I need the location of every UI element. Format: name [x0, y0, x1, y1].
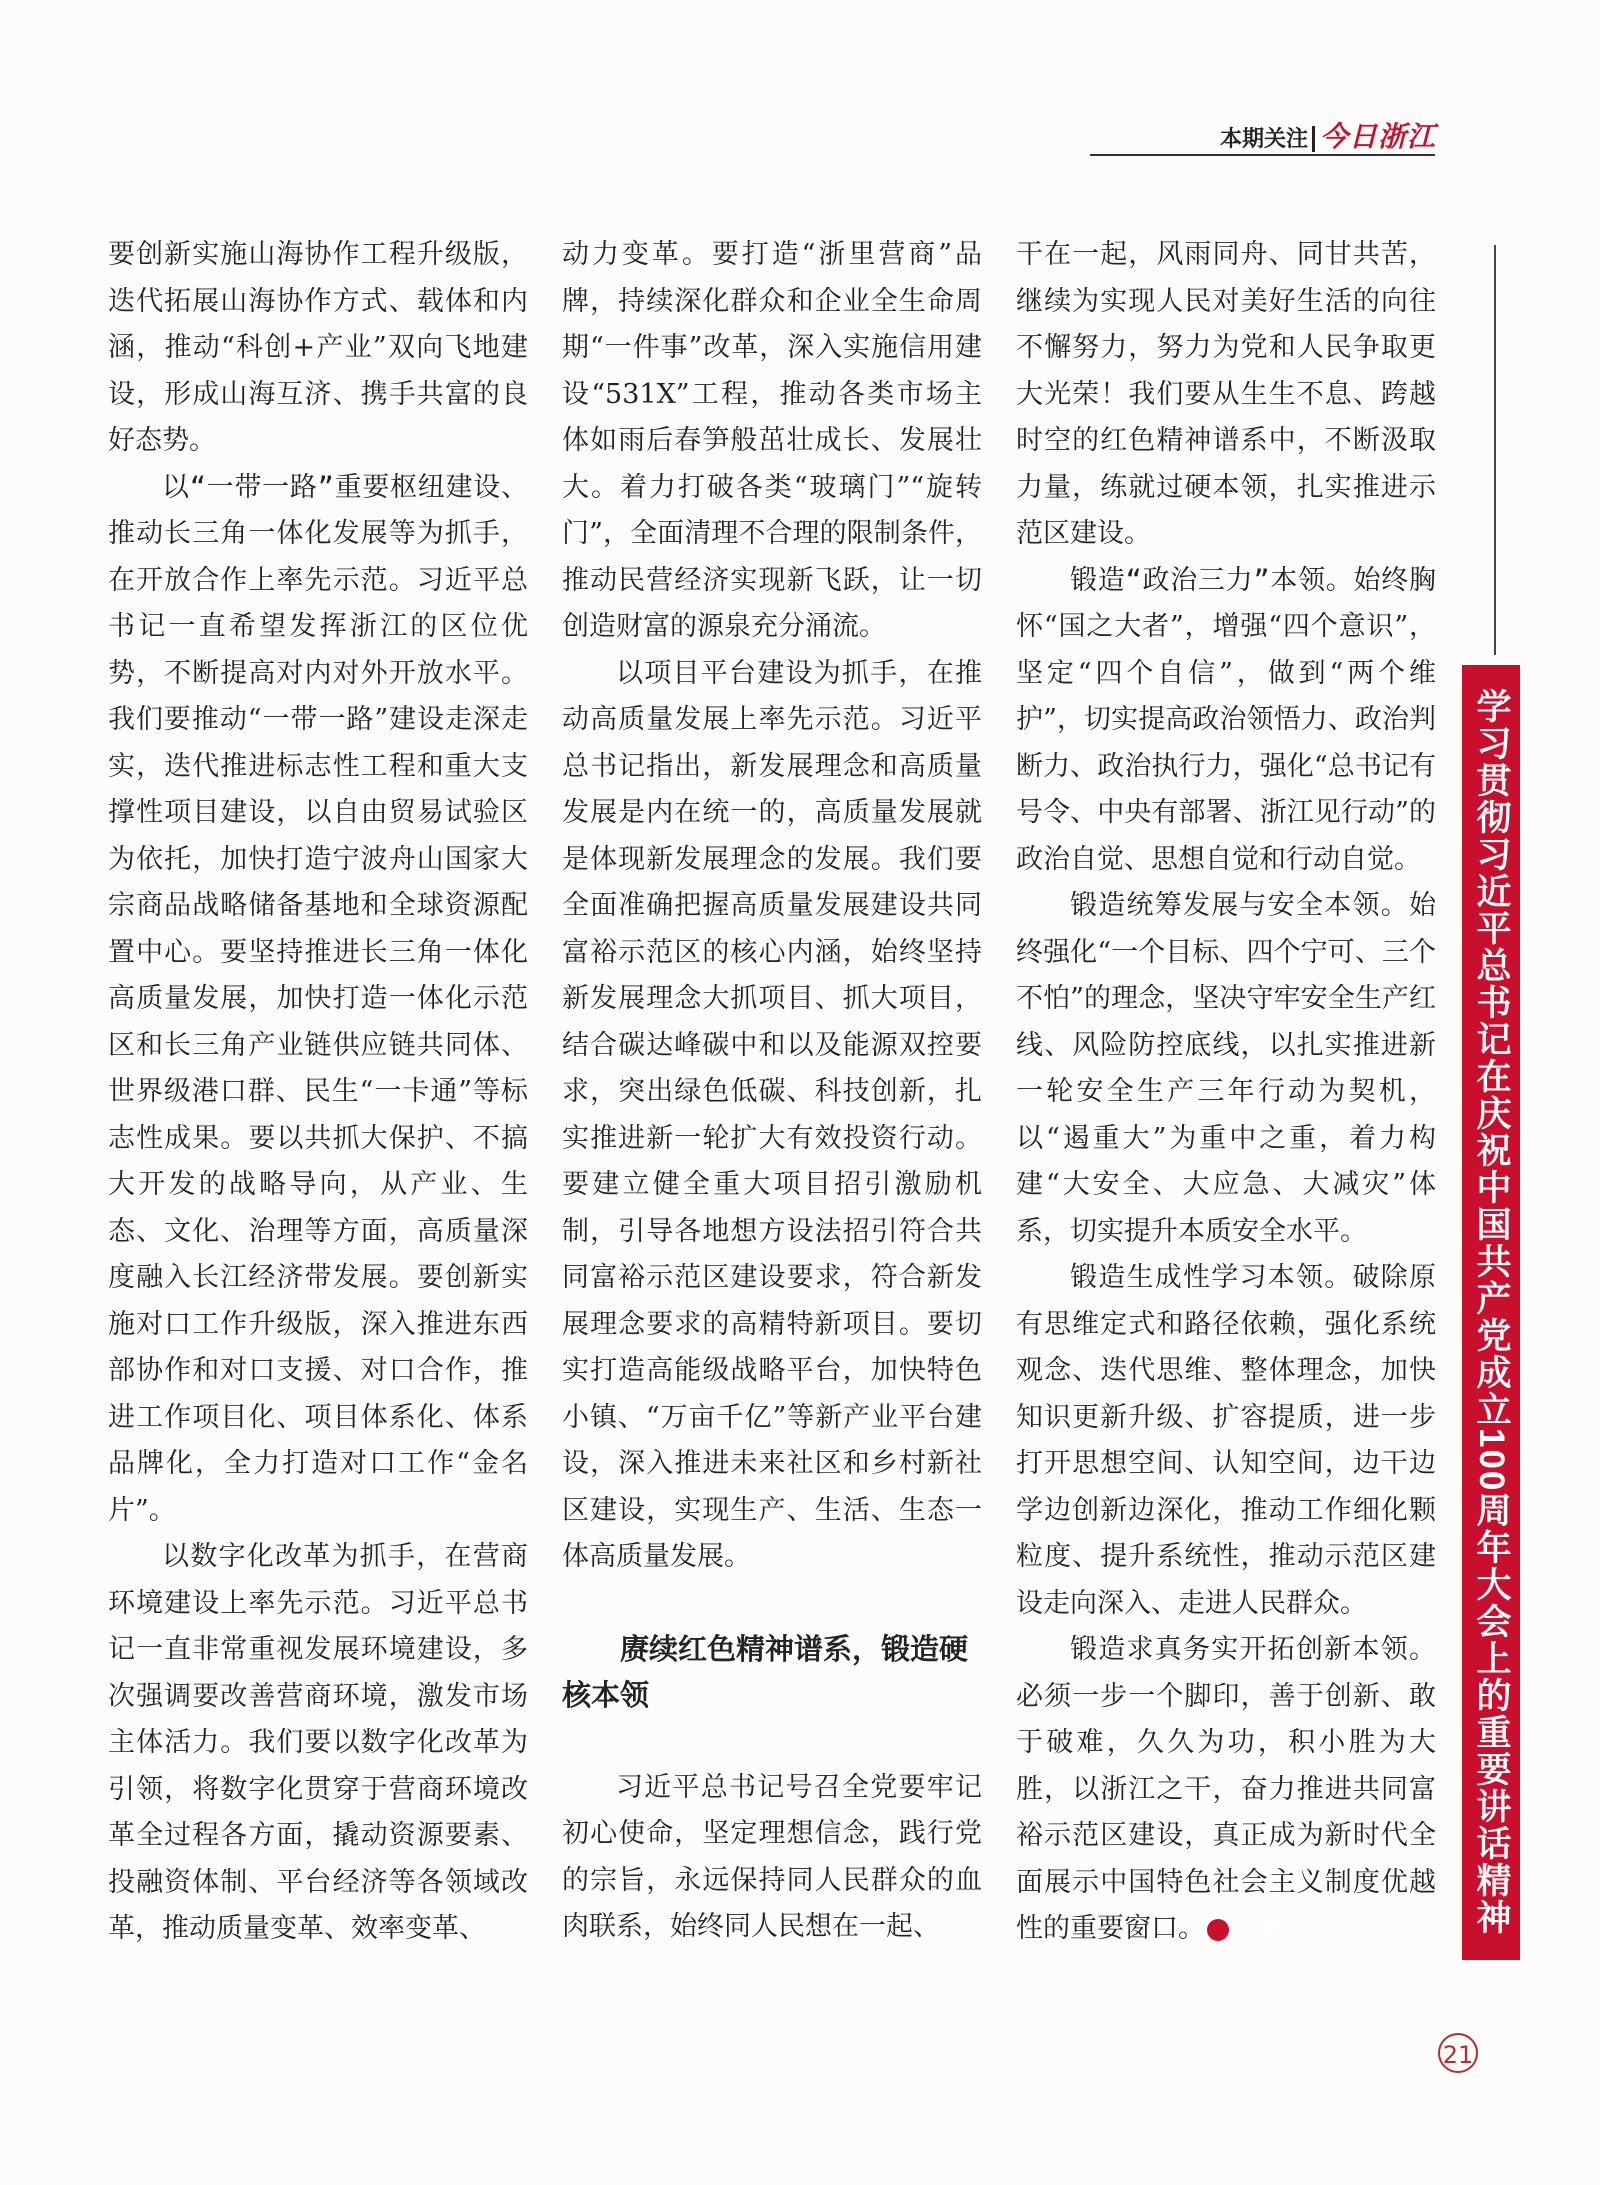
side-rule	[1494, 245, 1496, 655]
paragraph	[562, 651, 982, 1581]
section-label: 本期关注	[1219, 126, 1308, 151]
text-column-1	[108, 232, 528, 1953]
side-banner	[1462, 665, 1520, 1960]
paragraph	[1016, 883, 1436, 1255]
paragraph-text: 干在一起，风雨同舟、同甘共苦，继续为实现人民对美好生活的向往不懈努力，努力为党和人民争取更大光荣！我们要从生生不息、跨越时空的红色精神谱系中，不断汲取力量，练就过硬本领，扎实推进示范区建设。	[1016, 239, 1436, 549]
paragraph-text: 始终胸怀“国之大者”，增强“四个意识”，坚定“四个自信”，做到“两个维护”，切实提高政治领悟力、政治判断力、政治执行力，强化“总书记有号令、中央有部署、浙江见行动”的政治自觉、思想自觉和行动自觉。	[1016, 564, 1437, 875]
banner-text: 学习贯彻习近平总书记在庆祝中国共产党成立100周年大会上的重要讲话精神	[1472, 688, 1511, 1937]
paragraph-text: 要创新实施山海协作工程升级版，迭代拓展山海协作方式、载体和内涵，推动“科创+产业”双向飞地建设，形成山海互济、携手共富的良好态势。	[108, 239, 528, 456]
paragraph	[1016, 558, 1436, 884]
text-column-3	[1016, 232, 1436, 1953]
text-column-2	[562, 232, 982, 1951]
lead-sentence: 锻造求真务实开拓创新本领。	[1070, 1634, 1436, 1665]
lead-sentence: 以项目平台建设为抓手，在推动高质量发展上率先示范。	[562, 657, 982, 735]
paragraph-text: 习近平总书记号召全党要牢记初心使命，坚定理想信念，践行党的宗旨，永远保持同人民群众的血肉联系，始终同人民想在一起、	[562, 1771, 982, 1942]
page-number: 21	[1438, 2033, 1478, 2073]
paragraph	[562, 232, 982, 651]
paragraph-text: 必须一步一个脚印，善于创新、敢于破难，久久为功，积小胜为大胜，以浙江之干，奋力推进共同富裕示范区建设，真正成为新时代全面展示中国特色社会主义制度优越性的重要窗口。	[1016, 1680, 1436, 1944]
paragraph	[108, 232, 528, 465]
paragraph	[1016, 232, 1436, 558]
paragraph	[108, 465, 528, 1535]
paragraph-text: 习近平总书记一直非常重视发展环境建设，多次强调要改善营商环境，激发市场主体活力。我们要以数字化改革为引领，将数字化贯穿于营商环境改革全过程各方面，撬动资源要素、投融资体制、平台经济等各领域改革，推动质量变革、效率变革、	[108, 1587, 529, 1944]
paragraph-text: 破除原有思维定式和路径依赖，强化系统观念、迭代思维、整体理念，加快知识更新升级、扩容提质，进一步打开思想空间、认知空间，边干边学边创新边深化，推动工作细化颗粒度、提升系统性，推动示范区建设走向深入、走进人民群众。	[1016, 1262, 1436, 1619]
paragraph-text: 习近平总书记指出，新发展理念和高质量发展是内在统一的，高质量发展就是体现新发展理念的发展。我们要全面准确把握高质量发展建设共同富裕示范区的核心内涵，始终坚持新发展理念大抓项目、抓大项目，结合碳达峰碳中和以及能源双控要求，突出绿色低碳、科技创新，扎实推进新一轮扩大有效投资行动。要建立健全重大项目招引激励机制，引导各地想方设法招引符合共同富裕示范区建设要求，符合新发展理念要求的高精特新项目。要切实打造高能级战略平台，加快特色小镇、“万亩千亿”等新产业平台建设，深入推进未来社区和乡村新社区建设，实现生产、生活、生态一体高质量发展。	[562, 704, 983, 1572]
paragraph	[1016, 1627, 1436, 1953]
subheading: 赓续红色精神谱系，锻造硬核本领	[562, 1633, 969, 1712]
paragraph-text: 习近平总书记一直希望发挥浙江的区位优势，不断提高对内对外开放水平。我们要推动“一带一路”建设走深走实，迭代推进标志性工程和重大支撑性项目建设，以自由贸易试验区为依托，加快打造宁波舟山国家大宗商品战略储备基地和全球资源配置中心。要坚持推进长三角一体化高质量发展，加快打造一体化示范区和长三角产业链供应链共同体、世界级港口群、民生“一卡通”等标志性成果。要以共抓大保护、不搞大开发的战略导向，从产业、生态、文化、治理等方面，高质量深度融入长江经济带发展。要创新实施对口工作升级版，深入推进东西部协作和对口支援、对口合作，推进工作项目化、项目体系化、体系品牌化，全力打造对口工作“金名片”。	[108, 564, 529, 1526]
end-mark-icon: 今	[1207, 1919, 1229, 1941]
magazine-logo: 今日浙江	[1320, 120, 1437, 153]
lead-sentence: 以数字化改革为抓手，在营商环境建设上率先示范。	[108, 1541, 528, 1619]
header-separator	[1312, 126, 1315, 152]
paragraph	[1016, 1255, 1436, 1627]
paragraph	[562, 1765, 982, 1951]
lead-sentence: 锻造统筹发展与安全本领。	[1070, 890, 1409, 921]
lead-sentence: 以“一带一路”重要枢纽建设、推动长三角一体化发展等为抓手，在开放合作上率先示范。	[108, 471, 528, 596]
paragraph-text: 始终强化“一个目标、四个宁可、三个不怕”的理念，坚决守牢安全生产红线、风险防控底线，以扎实推进新一轮安全生产三年行动为契机，以“遏重大”为重中之重，着力构建“大安全、大应急、大减灾”体系，切实提升本质安全水平。	[1016, 890, 1436, 1247]
paragraph-text: 动力变革。要打造“浙里营商”品牌，持续深化群众和企业全生命周期“一件事”改革，深入实施信用建设“531X”工程，推动各类市场主体如雨后春笋般茁壮成长、发展壮大。着力打破各类“玻璃门”“旋转门”，全面清理不合理的限制条件，推动民营经济实现新飞跃，让一切创造财富的源泉充分涌流。	[562, 239, 982, 642]
lead-sentence: 锻造“政治三力”本领。	[1070, 564, 1354, 596]
lead-sentence: 锻造生成性学习本领。	[1070, 1262, 1353, 1293]
paragraph	[108, 1534, 528, 1953]
